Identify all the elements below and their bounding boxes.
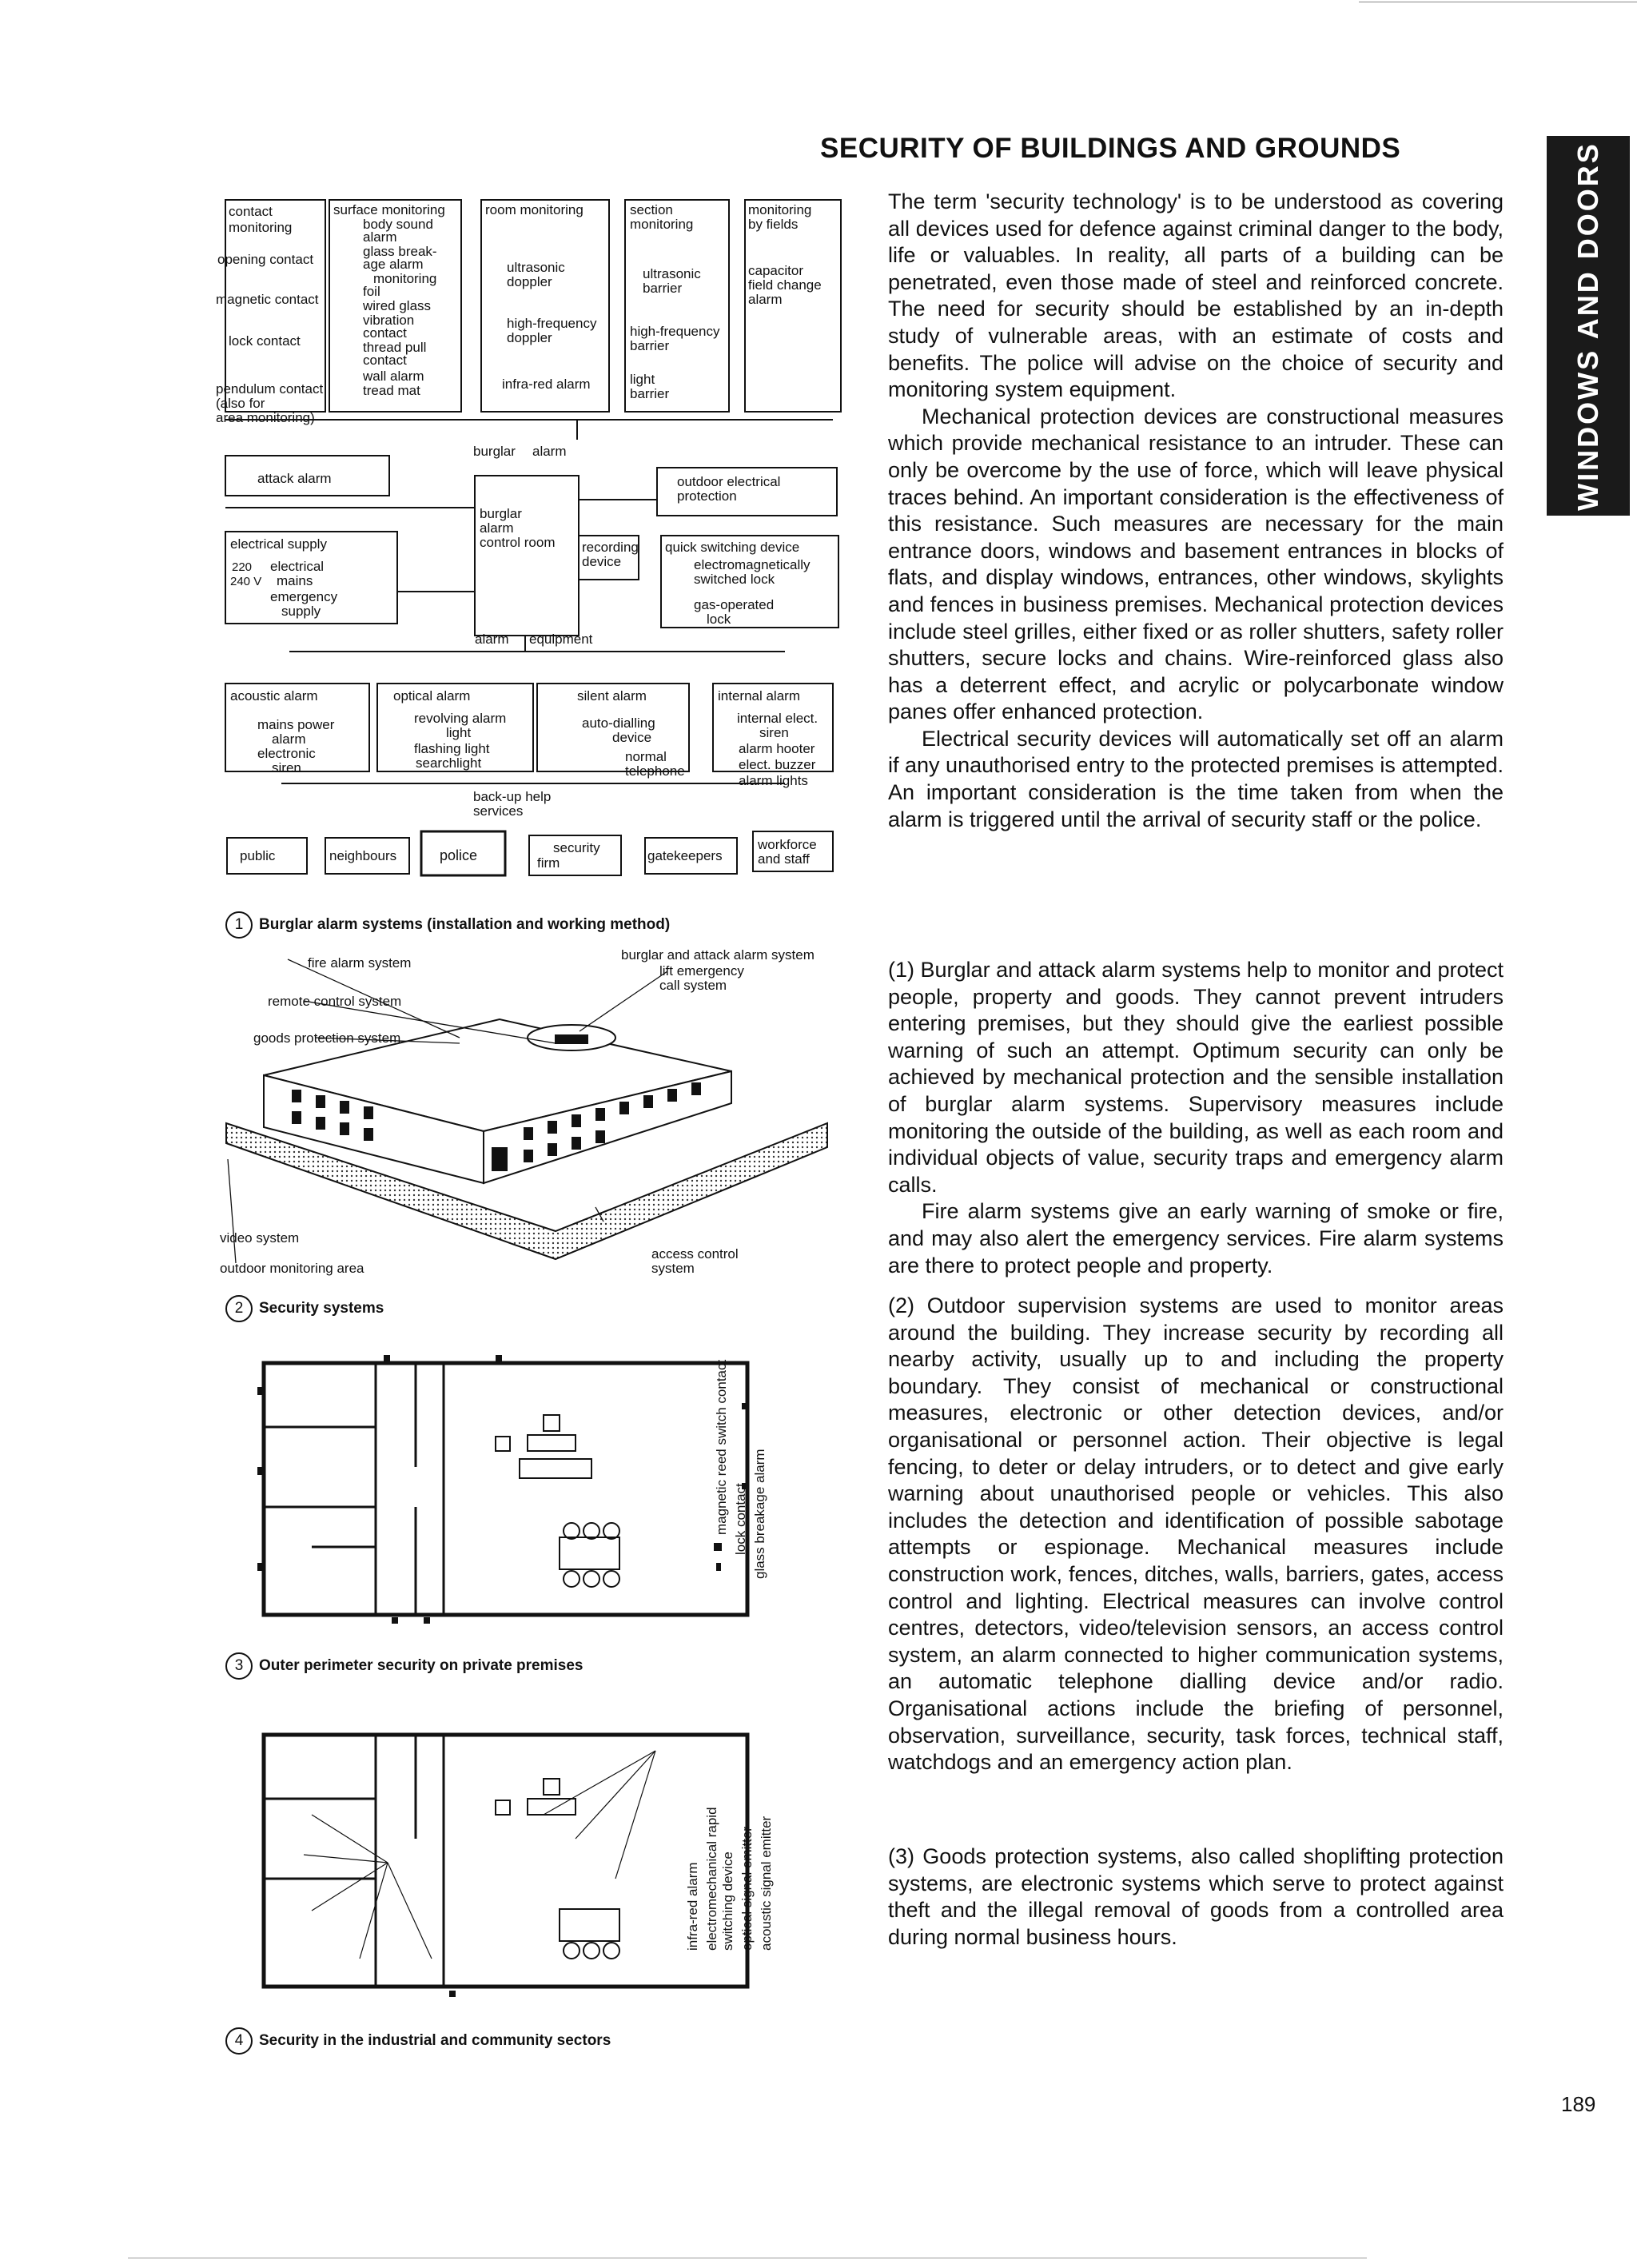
page-title: SECURITY OF BUILDINGS AND GROUNDS — [820, 133, 1401, 164]
access-control-label: access control — [651, 1246, 739, 1262]
opening-contact-label: opening contact — [217, 252, 314, 267]
quick-switching-item: switched lock — [694, 572, 775, 587]
legend-magnetic-reed-switch: magnetic reed switch contact — [714, 1359, 729, 1535]
surface-monitoring-label: surface monitoring — [333, 202, 445, 217]
quick-switching-item: electromagnetically — [694, 557, 811, 572]
paragraph: The term 'security technology' is to be understood as covering all devices used for defence against criminal danger to the body, life or valuables. In reality, all parts of a building can be penetrated, even those made of steel and reinforced concrete. The need for security should be established by an in-depth study of vulnerable areas, with an estimate of costs and benefits. The police will advise on the choice of security and monitoring system equipment. — [888, 189, 1504, 402]
caption-text: Security in the industrial and community sectors — [259, 2032, 611, 2050]
fig2-text-block — [888, 1293, 1504, 1776]
security-systems-illustration — [220, 943, 859, 1287]
figure-number: 2 — [225, 1295, 253, 1322]
paragraph: (1) Burglar and attack alarm systems help to monitor and protect people, property and goods. They cannot prevent intruders entering premises, but they should give the earliest possible warning of such an attempt. Optimum security can only be achieved by mechanical protection and the sensible installation of burglar alarm systems. Supervisory measures include monitoring the outside of the building, as well as each room and individual objects of value, security traps and emergency alarm calls. — [888, 958, 1504, 1197]
legend-lock-contact: lock contact — [733, 1483, 748, 1555]
internal-alarm-item: siren — [759, 725, 789, 740]
section-side-tab — [1547, 136, 1630, 516]
lift-emergency-label: call system — [659, 978, 727, 993]
surface-item: thread pull — [363, 340, 427, 355]
field-item: capacitor — [748, 263, 803, 278]
section-item: ultrasonic — [643, 266, 701, 281]
recipient-police: police — [440, 847, 478, 863]
magnetic-contact-label: magnetic contact — [216, 292, 319, 307]
recipient-security-firm: security — [553, 840, 600, 855]
fig1-text-block — [888, 957, 1504, 1279]
figure-number: 1 — [225, 911, 253, 939]
legend-electromechanical-rapid: electromechanical rapid — [704, 1807, 719, 1951]
electrical-supply-item: electrical — [270, 559, 325, 574]
industrial-security-floor-plan — [240, 1719, 847, 2023]
section-item: barrier — [630, 386, 670, 401]
surface-item: wall alarm — [363, 369, 424, 384]
silent-alarm-item: normal — [625, 749, 667, 764]
room-item: infra-red alarm — [502, 377, 591, 392]
electrical-supply-item: 220 — [232, 560, 253, 574]
recording-device-label: device — [582, 554, 622, 569]
surface-item: body sound — [363, 217, 433, 232]
legend-optical-signal-emitter: optical signal emitter — [739, 1827, 755, 1951]
burglar-alarm-diagram — [209, 192, 849, 911]
control-room-label: alarm — [480, 520, 514, 536]
internal-alarm-item: internal elect. — [737, 711, 818, 726]
legend-switching-device: switching device — [720, 1851, 735, 1951]
section-item: high-frequency — [630, 324, 720, 339]
surface-item: monitoring — [373, 271, 437, 286]
legend-acoustic-signal-emitter: acoustic signal emitter — [759, 1816, 774, 1951]
silent-alarm-item: device — [612, 730, 652, 745]
burglar-alarm-label: alarm — [532, 444, 567, 459]
pendulum-contact-label: pendulum contact — [216, 381, 324, 397]
recipient-security-firm: firm — [537, 855, 560, 871]
surface-item: age alarm — [363, 257, 424, 272]
remote-control-system-label: remote control system — [268, 994, 402, 1009]
section-monitoring-label: section — [630, 202, 673, 217]
figure-number: 3 — [225, 1652, 253, 1680]
acoustic-alarm-item: mains power — [257, 717, 335, 732]
burglar-alarm-label: burglar — [473, 444, 516, 459]
acoustic-alarm-item: alarm — [272, 731, 306, 747]
surface-item: contact — [363, 325, 407, 341]
caption-text: Security systems — [259, 1300, 384, 1317]
pendulum-contact-label: (also for — [216, 396, 265, 411]
internal-alarm-item: elect. buzzer — [739, 757, 816, 772]
room-item: doppler — [507, 330, 552, 345]
outer-perimeter-floor-plan — [240, 1339, 847, 1643]
field-monitoring-label: by fields — [748, 217, 799, 232]
contact-monitoring-label: monitoring — [229, 220, 293, 235]
video-system-label: video system — [220, 1230, 300, 1246]
room-monitoring-label: room monitoring — [485, 202, 584, 217]
optical-alarm-label: optical alarm — [393, 688, 471, 704]
legend-infra-red-alarm: infra-red alarm — [685, 1862, 700, 1951]
quick-switching-label: quick switching device — [665, 540, 800, 555]
optical-alarm-item: revolving alarm — [414, 711, 507, 726]
page-number: 189 — [1561, 2092, 1596, 2116]
electrical-supply-item: supply — [281, 604, 321, 619]
side-tab-label: WINDOWS AND DOORS — [1571, 141, 1604, 511]
figure-1-caption — [225, 911, 670, 939]
field-monitoring-label: monitoring — [748, 202, 812, 217]
recipient-neighbours: neighbours — [329, 848, 397, 863]
electrical-supply-item: mains — [277, 573, 313, 588]
optical-alarm-item: flashing light — [414, 741, 490, 756]
alarm-equipment-label: alarm — [475, 632, 509, 647]
silent-alarm-item: auto-dialling — [582, 715, 655, 731]
paragraph: Fire alarm systems give an early warning of smoke or fire, and may also alert the emergency services. Fire alarm systems are there to protect people and property. — [888, 1199, 1504, 1277]
fig3-text-block — [888, 1843, 1504, 1951]
intro-text-block — [888, 189, 1504, 833]
internal-alarm-item: alarm lights — [739, 773, 808, 788]
surface-item: glass break- — [363, 244, 437, 259]
paragraph: (3) Goods protection systems, also called shoplifting protection systems, are electronic systems which serve to protect against theft and the illegal removal of goods from a controlled area during normal business hours. — [888, 1844, 1504, 1949]
lift-emergency-label: lift emergency — [659, 963, 744, 979]
acoustic-alarm-label: acoustic alarm — [230, 688, 318, 704]
electrical-supply-label: electrical supply — [230, 536, 327, 552]
outdoor-monitoring-area-label: outdoor monitoring area — [220, 1261, 364, 1276]
fire-alarm-system-label: fire alarm system — [308, 955, 412, 971]
paragraph: (2) Outdoor supervision systems are used to monitor areas around the building. They increase security by recording all nearby activity, usually up to and including the property boundary. They consist of mechanical or constructional measures, electronic or other detection devices, and/or organisational or personnel action. Their objective is legal fencing, to deter or delay intruders, or to detect and give early warning about unauthorised people or vehicles. This also includes the detection and identification of possible sabotage attempts or espionage. Mechanical measures include construction work, fences, ditches, walls, barriers, gates, access control and lighting. Electrical measures can involve control centres, detectors, video/television sensors, an access control system, an alarm connected to higher communication systems, an automatic telephone dialling device and/or radio. Organisational actions include the briefing of personnel, observation, surveillance, security, task forces, technical staff, watchdogs and an emergency action plan. — [888, 1293, 1504, 1775]
recipient-workforce: and staff — [758, 851, 810, 867]
goods-protection-system-label: goods protection system — [253, 1030, 401, 1046]
figure-3-caption — [225, 1652, 584, 1680]
figure-4-caption — [225, 2027, 611, 2055]
outdoor-protection-label: outdoor electrical — [677, 474, 781, 489]
figure-number: 4 — [225, 2027, 253, 2055]
section-item: barrier — [630, 338, 670, 353]
backup-services-label: back-up help — [473, 789, 552, 804]
burglar-attack-alarm-label: burglar and attack alarm system — [621, 947, 815, 963]
backup-services-label: services — [473, 803, 524, 819]
alarm-equipment-label: equipment — [529, 632, 593, 647]
electrical-supply-item: 240 V — [230, 575, 262, 588]
acoustic-alarm-item: siren — [272, 760, 301, 775]
internal-alarm-item: alarm hooter — [739, 741, 815, 756]
field-item: field change — [748, 277, 822, 293]
surface-item: tread mat — [363, 383, 420, 398]
legend-glass-breakage-alarm: glass breakage alarm — [752, 1449, 767, 1579]
surface-item: foil — [363, 284, 380, 299]
contact-monitoring-label: contact — [229, 204, 273, 219]
section-item: monitoring — [630, 217, 694, 232]
quick-switching-item: gas-operated — [694, 597, 775, 612]
section-item: light — [630, 372, 655, 387]
control-room-label: burglar — [480, 506, 522, 521]
acoustic-alarm-item: electronic — [257, 746, 316, 761]
room-item: doppler — [507, 274, 552, 289]
quick-switching-item: lock — [707, 612, 731, 627]
surface-item: contact — [363, 353, 407, 368]
recipient-public: public — [240, 848, 276, 863]
field-item: alarm — [748, 292, 783, 307]
access-control-label: system — [651, 1261, 695, 1276]
recording-device-label: recording — [582, 540, 639, 555]
room-item: ultrasonic — [507, 260, 565, 275]
surface-item: vibration — [363, 313, 415, 328]
paragraph: Electrical security devices will automatically set off an alarm if any unauthorised entry to the protected premises is attempted. An important consideration is the time taken from when the alarm is triggered until the arrival of security staff or the police. — [888, 726, 1504, 831]
surface-item: wired glass — [363, 298, 432, 313]
recipient-gatekeepers: gatekeepers — [647, 848, 723, 863]
control-room-label: control room — [480, 535, 556, 550]
recipient-workforce: workforce — [758, 837, 817, 852]
lock-contact-label: lock contact — [229, 333, 301, 349]
pendulum-contact-label: area monitoring) — [216, 410, 315, 425]
internal-alarm-label: internal alarm — [718, 688, 800, 704]
caption-text: Outer perimeter security on private premises — [259, 1657, 584, 1675]
caption-text: Burglar alarm systems (installation and working method) — [259, 916, 671, 934]
silent-alarm-label: silent alarm — [577, 688, 647, 704]
electrical-supply-item: emergency — [270, 589, 338, 604]
figure-2-caption — [225, 1295, 384, 1322]
optical-alarm-item: light — [446, 725, 472, 740]
optical-alarm-item: searchlight — [416, 755, 482, 771]
section-item: barrier — [643, 281, 683, 296]
paragraph: Mechanical protection devices are constructional measures which provide mechanical resistance to an intruder. These can only be overcome by the use of force, which will leave physical traces behind. An important consideration is the effectiveness of this resistance. Such measures are necessary for the main entrance doors, windows and basement entrances in blocks of flats, and display windows, entrances, other windows, skylights and fences in business premises. Mechanical protection devices include steel grilles, either fixed or as roller shutters, safety roller shutters, secure locks and chains. Wire-reinforced glass also has a deterrent effect, and acrylic or polycarbonate window panes offer enhanced protection. — [888, 404, 1504, 724]
attack-alarm-label: attack alarm — [257, 471, 332, 486]
room-item: high-frequency — [507, 316, 597, 331]
silent-alarm-item: telephone — [625, 763, 685, 779]
outdoor-protection-label: protection — [677, 488, 737, 504]
surface-item: alarm — [363, 229, 397, 245]
